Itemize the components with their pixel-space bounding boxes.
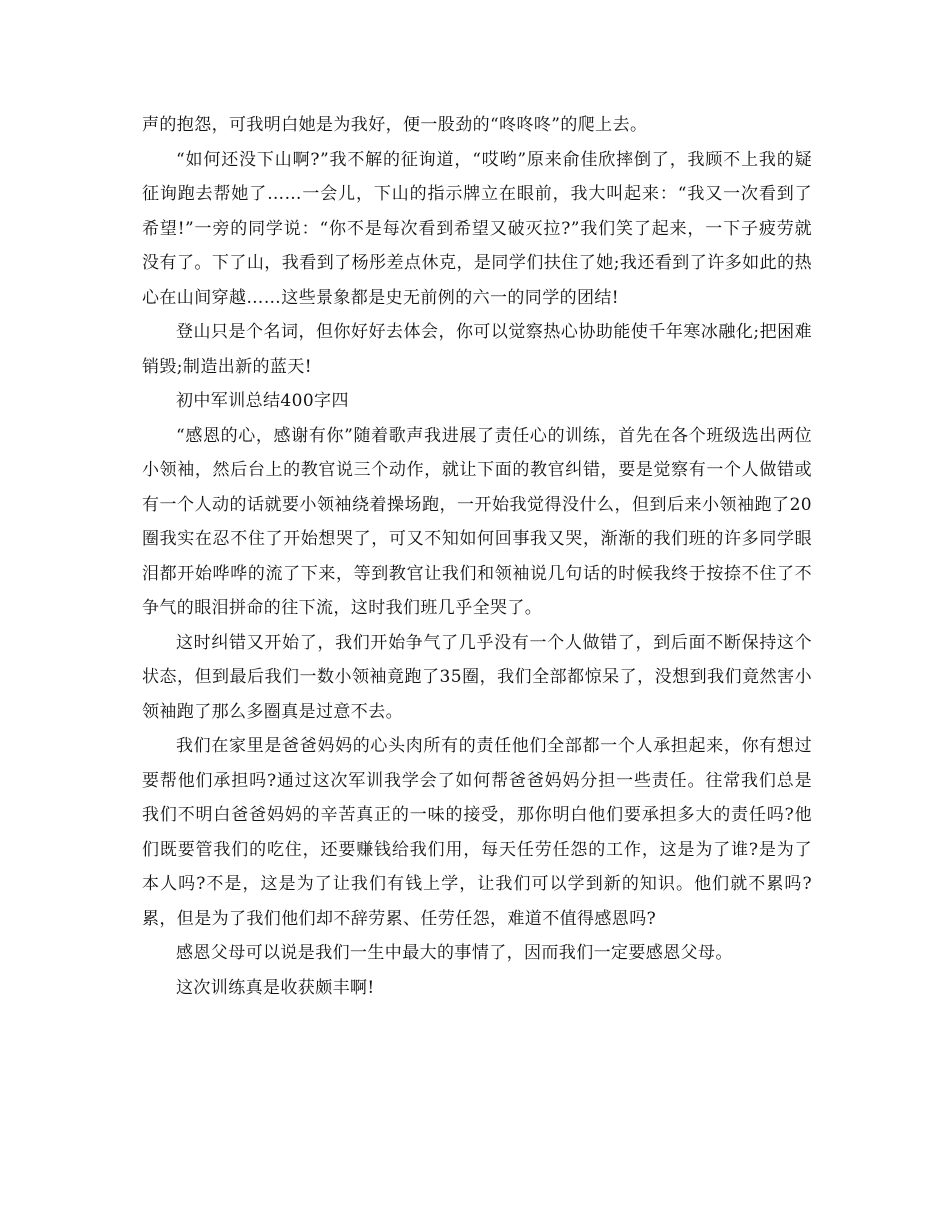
paragraph: 这时纠错又开始了，我们开始争气了几乎没有一个人做错了，到后面不断保持这个状态，但到最后我们一数小领袖竟跑了35圈，我们全部都惊呆了，没想到我们竟然害小领袖跑了那么多圈真是过意不去。: [142, 632, 812, 722]
paragraph: 感恩父母可以说是我们一生中最大的事情了，因而我们一定要感恩父母。: [176, 943, 733, 963]
paragraph: “感恩的心，感谢有你”随着歌声我进展了责任心的训练，首先在各个班级选出两位小领袖，然后台上的教官说三个动作，就让下面的教官纠错，要是觉察有一个人做错或有一个人动的话就要小领袖绕着操场跑，一开始我觉得没什么，但到后来小领袖跑了20圈我实在忍不住了开始想哭了，可又不知如何回事我又哭，渐渐的我们班的许多同学眼泪都开始哗哗的流了下来，等到教官让我们和领袖说几句话的时候我终于按捺不住了不争气的眼泪拼命的往下流，这时我们班几乎全哭了。: [142, 425, 812, 618]
paragraph: 这次训练真是收获颇丰啊!: [176, 977, 375, 998]
paragraph-continuation: 声的抱怨，可我明白她是为我好，便一股劲的“咚咚咚”的爬上去。: [142, 115, 648, 135]
paragraph: 登山只是个名词，但你好好去体会，你可以觉察热心协助能使千年寒冰融化;把困难销毁;制造出新的蓝天!: [142, 322, 812, 377]
section-heading: 初中军训总结400字四: [176, 391, 349, 411]
paragraph: “如何还没下山啊?”我不解的征询道，“哎哟”原来俞佳欣摔倒了，我顾不上我的疑征询跑去帮她了……一会儿，下山的指示牌立在眼前，我大叫起来：“我又一次看到了希望!”一旁的同学说：“你不是每次看到希望又破灭拉?”我们笑了起来，一下子疲劳就没有了。下了山，我看到了杨彤差点休克，是同学们扶住了她;我还看到了许多如此的热心在山间穿越……这些景象都是史无前例的六一的同学的团结!: [142, 149, 812, 308]
paragraph: 我们在家里是爸爸妈妈的心头肉所有的责任他们全部都一个人承担起来，你有想过要帮他们承担吗?通过这次军训我学会了如何帮爸爸妈妈分担一些责任。往常我们总是我们不明白爸爸妈妈的辛苦真正的一味的接受，那你明白他们要承担多大的责任吗?他们既要管我们的吃住，还要赚钱给我们用，每天任劳任怨的工作，这是为了谁?是为了本人吗?不是，这是为了让我们有钱上学，让我们可以学到新的知识。他们就不累吗?累，但是为了我们他们却不辞劳累、任劳任怨，难道不值得感恩吗?: [142, 736, 812, 929]
document-body: [142, 108, 812, 1005]
